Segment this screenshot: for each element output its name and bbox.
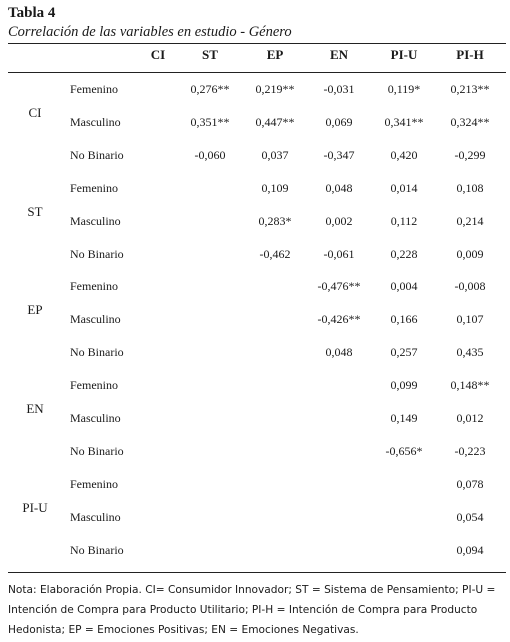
table-note — [8, 580, 508, 640]
table-cell: 0,148** — [450, 378, 490, 393]
column-header-st: ST — [202, 47, 218, 62]
group-label-st: ST — [27, 203, 43, 219]
row-label: Femenino — [70, 279, 118, 294]
table-cell: 0,219** — [255, 82, 295, 96]
table-cell: 0,420 — [390, 147, 418, 162]
table-cell: -0,031 — [323, 82, 355, 96]
table-cell: -0,223 — [454, 443, 486, 458]
table-number: Tabla 4 — [8, 5, 56, 21]
group-label-ep: EP — [27, 302, 43, 318]
table-cell: 0,108 — [456, 180, 484, 195]
table-cell: 0,012 — [456, 411, 484, 425]
row-label: No Binario — [70, 345, 124, 360]
table-cell: 0,112 — [390, 213, 418, 228]
table-cell: 0,213** — [450, 82, 490, 96]
table-cell: 0,109 — [261, 180, 289, 195]
table-cell: 0,107 — [456, 312, 484, 327]
table-cell: 0,078 — [456, 476, 484, 491]
top-rule — [8, 43, 506, 44]
table-cell: 0,002 — [325, 213, 353, 228]
group-label-pi-u: PI-U — [22, 499, 48, 515]
table-cell: 0,069 — [325, 114, 353, 129]
table-cell: 0,214 — [456, 213, 484, 228]
row-label: No Binario — [70, 542, 124, 557]
note-line: Intención de Compra para Producto Utilitario; PI-H = Intención de Compra para Producto — [8, 604, 478, 616]
row-label: Masculino — [70, 114, 121, 129]
table-cell: -0,061 — [323, 246, 355, 261]
table-cell: 0,037 — [261, 147, 289, 162]
column-header-pi-h: PI-H — [456, 47, 484, 62]
group-label-en: EN — [26, 401, 44, 416]
note-line: Nota: Elaboración Propia. CI= Consumidor Innovador; ST = Sistema de Pensamiento; PI-U = — [8, 584, 496, 596]
table-title: Correlación de las variables en estudio - Género — [8, 24, 292, 40]
row-label: Femenino — [70, 378, 118, 393]
row-label: Masculino — [70, 213, 121, 228]
table-cell: 0,094 — [456, 542, 484, 557]
table-cell: 0,048 — [325, 180, 353, 195]
table-cell: 0,099 — [390, 378, 418, 393]
column-header-en: EN — [329, 47, 349, 62]
table-cell: 0,004 — [390, 279, 418, 294]
row-label: Masculino — [70, 509, 121, 524]
table-cell: 0,166 — [390, 312, 418, 327]
bottom-rule — [8, 572, 506, 573]
table-cell: 0,009 — [456, 246, 484, 261]
table-cell: -0,656* — [385, 443, 423, 458]
table-cell: -0,476** — [317, 279, 361, 294]
table-cell: 0,149 — [390, 411, 418, 425]
table-cell: -0,008 — [454, 279, 486, 294]
row-label: No Binario — [70, 246, 124, 261]
row-label: Femenino — [70, 476, 118, 491]
note-line: Hedonista; EP = Emociones Positivas; EN = Emociones Negativas. — [8, 624, 359, 636]
table-cell: 0,351** — [190, 114, 230, 129]
table-cell: 0,276** — [190, 82, 230, 96]
table-cell: -0,426** — [317, 312, 361, 327]
row-label: Masculino — [70, 411, 121, 425]
table-cell: 0,341** — [384, 114, 424, 129]
row-label: No Binario — [70, 443, 124, 458]
row-label: No Binario — [70, 147, 124, 162]
row-label: Femenino — [70, 82, 118, 96]
table-cell: 0,324** — [450, 114, 490, 129]
table-cell: 0,014 — [390, 180, 418, 195]
table-cell: -0,060 — [194, 147, 226, 162]
table-cell: -0,347 — [323, 147, 355, 162]
group-label-ci: CI — [28, 104, 42, 120]
table-cell: 0,435 — [456, 345, 484, 360]
table-cell: 0,447** — [255, 114, 295, 129]
table-cell: 0,257 — [390, 345, 418, 360]
row-label: Femenino — [70, 180, 118, 195]
table-cell: 0,228 — [390, 246, 418, 261]
table-cell: 0,054 — [456, 509, 484, 524]
table-cell: 0,048 — [325, 345, 353, 360]
table-cell: -0,462 — [259, 246, 291, 261]
column-header-ep: EP — [266, 47, 284, 62]
column-header-pi-u: PI-U — [390, 47, 418, 62]
table-cell: -0,299 — [454, 147, 486, 162]
row-label: Masculino — [70, 312, 121, 327]
header-rule — [8, 72, 506, 73]
table-cell: 0,119* — [387, 82, 421, 96]
column-header-ci: CI — [150, 47, 166, 62]
table-cell: 0,283* — [258, 213, 292, 228]
